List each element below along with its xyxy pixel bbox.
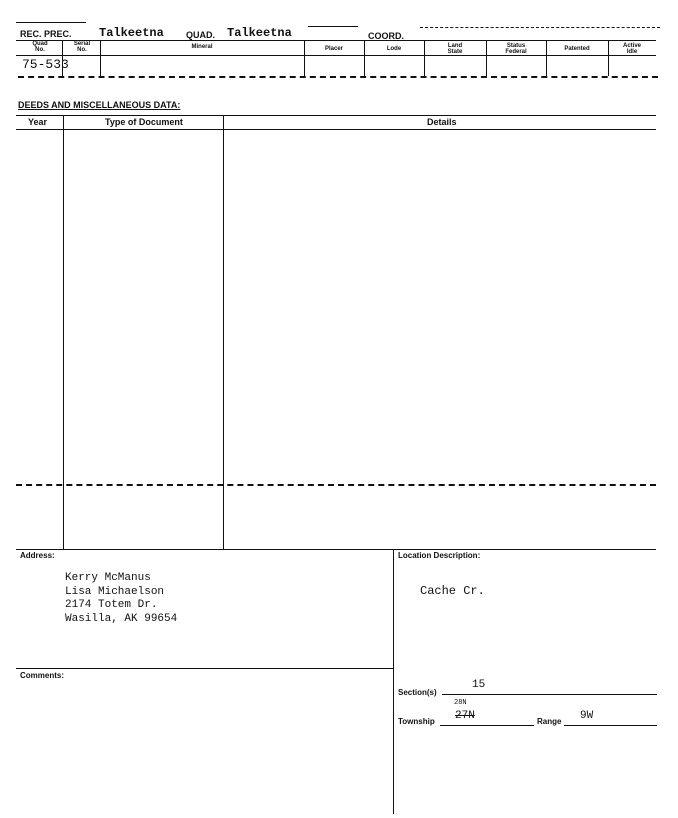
address-line: 2174 Totem Dr. [65, 599, 158, 611]
rec-prec-label: REC. PREC. [20, 29, 72, 39]
col-active-idle: Active Idle [622, 43, 641, 55]
coord-label: COORD. [368, 31, 404, 41]
address-line: Kerry McManus [65, 572, 151, 584]
col-year: Year [28, 117, 48, 127]
col-details: Details [427, 117, 457, 127]
location-description-value: Cache Cr. [420, 584, 485, 598]
township-correction: 28N [454, 699, 467, 707]
bottom-divider [393, 549, 394, 814]
range-value: 9W [580, 710, 594, 722]
col-quad-no: Quad No. [32, 41, 48, 53]
address-block [65, 572, 177, 626]
comments-label: Comments: [20, 671, 65, 680]
quad-value: Talkeetna [227, 26, 292, 40]
quad-no-value: 75-533 [22, 57, 69, 72]
col-status-federal: Status Federal [505, 43, 527, 55]
township-value: 27N [455, 710, 475, 722]
col-patented: Patented [564, 46, 590, 52]
col-serial-no: Serial No. [73, 41, 91, 53]
col-type-of-document: Type of Document [105, 117, 183, 127]
rec-prec-value: Talkeetna [99, 26, 164, 40]
address-line: Wasilla, AK 99654 [65, 612, 178, 625]
address-line: Lisa Michaelson [65, 585, 165, 598]
col-placer: Placer [324, 46, 343, 52]
deeds-dashed-rule [16, 484, 656, 486]
address-label: Address: [20, 551, 55, 560]
col-mineral: Mineral [191, 44, 213, 50]
range-label: Range [537, 717, 562, 726]
section-label: Section(s) [398, 688, 437, 697]
section-value: 15 [472, 679, 486, 691]
township-label: Township [398, 717, 435, 726]
col-land-status: Land State [447, 43, 463, 55]
col-lode: Lode [386, 46, 402, 52]
location-description-label: Location Description: [398, 551, 481, 560]
deeds-title: DEEDS AND MISCELLANEOUS DATA: [18, 100, 181, 110]
quad-label: QUAD. [186, 30, 215, 40]
